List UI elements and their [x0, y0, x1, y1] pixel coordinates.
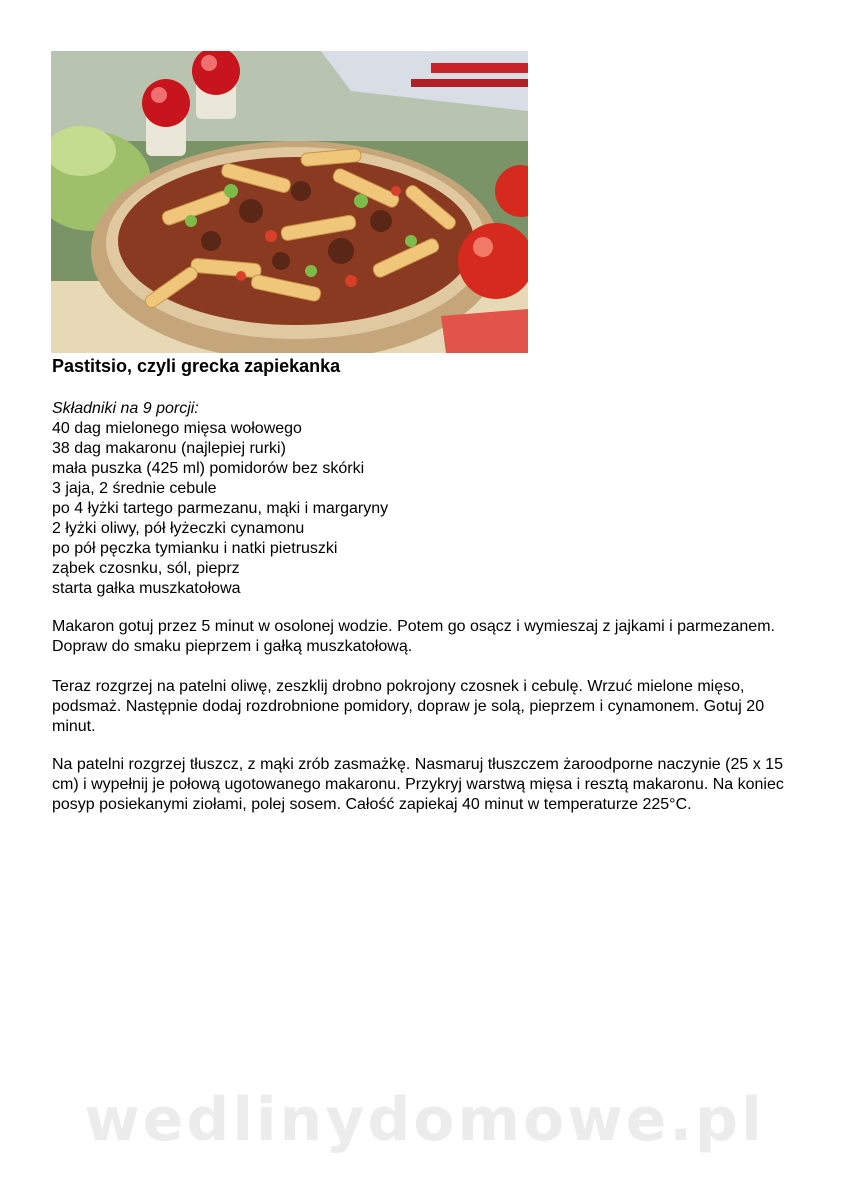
- ingredient-item: 2 łyżki oliwy, pół łyżeczki cynamonu: [52, 520, 305, 537]
- ingredient-item: po pół pęczka tymianku i natki pietruszki: [52, 540, 338, 557]
- ingredient-item: starta gałka muszkatołowa: [52, 580, 241, 597]
- ingredient-item: 40 dag mielonego mięsa wołowego: [52, 420, 302, 437]
- ingredients-heading: Składniki na 9 porcji:: [52, 400, 199, 417]
- ingredient-item: ząbek czosnku, sól, pieprz: [52, 560, 240, 577]
- recipe-photo: [51, 51, 528, 353]
- ingredient-item: po 4 łyżki tartego parmezanu, mąki i margaryny: [52, 500, 389, 517]
- watermark: wedlinydomowe.pl: [84, 1085, 765, 1155]
- recipe-title: Pastitsio, czyli grecka zapiekanka: [52, 356, 341, 376]
- instruction-paragraph: Na patelni rozgrzej tłuszcz, z mąki zrób zasmażkę. Nasmaruj tłuszczem żaroodporne naczynie (25 x 15 cm) i wypełnij je połową ugotowanego makaronu. Przykryj warstwą mięsa i resztą makaronu. Na koniec posyp posiekanymi ziołami, polej sosem. Całość zapiekaj 40 minut w temperaturze 225°C.: [52, 756, 784, 813]
- ingredient-item: mała puszka (425 ml) pomidorów bez skórki: [52, 460, 365, 477]
- ingredients-list: [52, 399, 388, 599]
- instruction-paragraph: Makaron gotuj przez 5 minut w osolonej wodzie. Potem go osącz i wymieszaj z jajkami i parmezanem. Dopraw do smaku pieprzem i gałką muszkatołową.: [52, 618, 775, 655]
- ingredient-item: 3 jaja, 2 średnie cebule: [52, 480, 217, 497]
- pastitsio-casserole-photo: [51, 51, 528, 353]
- ingredient-item: 38 dag makaronu (najlepiej rurki): [52, 440, 286, 457]
- instruction-paragraph: Teraz rozgrzej na patelni oliwę, zeszklij drobno pokrojony czosnek i cebulę. Wrzuć mielone mięso, podsmaż. Następnie dodaj rozdrobnione pomidory, dopraw je solą, pieprzem i cynamonem. Gotuj 20 minut.: [52, 678, 765, 735]
